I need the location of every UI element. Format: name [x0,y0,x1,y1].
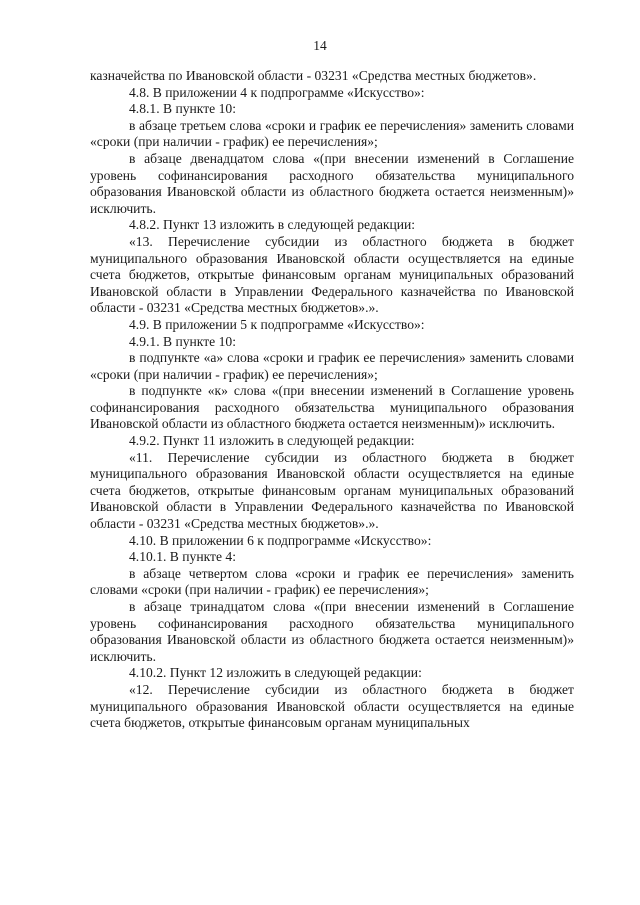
document-body [90,68,574,732]
paragraph: «13. Перечисление субсидии из областного бюджета в бюджет муниципального образования Ивановской области осуществляется на единые счета бюджетов, открытые финансовым органам муниципальных образований Ивановской области в Управлении Федерального казначейства по Ивановской области - 03231 «Средства местных бюджетов».». [90,233,574,316]
paragraph: в абзаце тринадцатом слова «(при внесении изменений в Соглашение уровень софинансирования расходного обязательства муниципального образования Ивановской области из областного бюджета остается неизменным)» исключить. [90,599,574,664]
paragraph: в подпункте «а» слова «сроки и график ее перечисления» заменить словами «сроки (при наличии - график) ее перечисления»; [90,350,574,382]
paragraph: 4.10. В приложении 6 к подпрограмме «Искусство»: [129,532,432,548]
paragraph: «11. Перечисление субсидии из областного бюджета в бюджет муниципального образования Ивановской области осуществляется на единые счета бюджетов, открытые финансовым органам муниципальных образований Ивановской области в Управлении Федерального казначейства по Ивановской области - 03231 «Средства местных бюджетов».». [90,449,574,532]
paragraph: 4.10.2. Пункт 12 изложить в следующей редакции: [129,665,422,681]
page-number: 14 [313,38,327,53]
paragraph: 4.9. В приложении 5 к подпрограмме «Искусство»: [129,316,425,332]
paragraph: казначейства по Ивановской области - 03231 «Средства местных бюджетов». [90,68,537,83]
paragraph: в абзаце четвертом слова «сроки и график ее перечисления» заменить словами «сроки (при наличии - график) ее перечисления»; [90,565,574,598]
paragraph: 4.8.1. В пункте 10: [129,101,236,117]
paragraph: «12. Перечисление субсидии из областного бюджета в бюджет муниципального образования Ивановской области осуществляется на единые счета бюджетов, открытые финансовым органам муниципальных [90,681,574,731]
paragraph: в абзаце двенадцатом слова «(при внесении изменений в Соглашение уровень софинансирования расходного обязательства муниципального образования Ивановской области из областного бюджета остается неизменным)» исключить. [90,150,574,216]
paragraph: 4.10.1. В пункте 4: [129,549,236,565]
paragraph: в абзаце третьем слова «сроки и график ее перечисления» заменить словами «сроки (при наличии - график) ее перечисления»; [90,117,574,150]
paragraph: 4.9.2. Пункт 11 изложить в следующей редакции: [129,433,415,449]
paragraph: 4.8.2. Пункт 13 изложить в следующей редакции: [129,217,416,233]
paragraph: 4.8. В приложении 4 к подпрограмме «Искусство»: [129,84,425,100]
paragraph: 4.9.1. В пункте 10: [129,333,236,349]
paragraph: в подпункте «к» слова «(при внесении изменений в Соглашение уровень софинансирования расходного обязательства муниципального образования Ивановской области из областного бюджета остается неизменным)» исключить. [90,383,574,432]
